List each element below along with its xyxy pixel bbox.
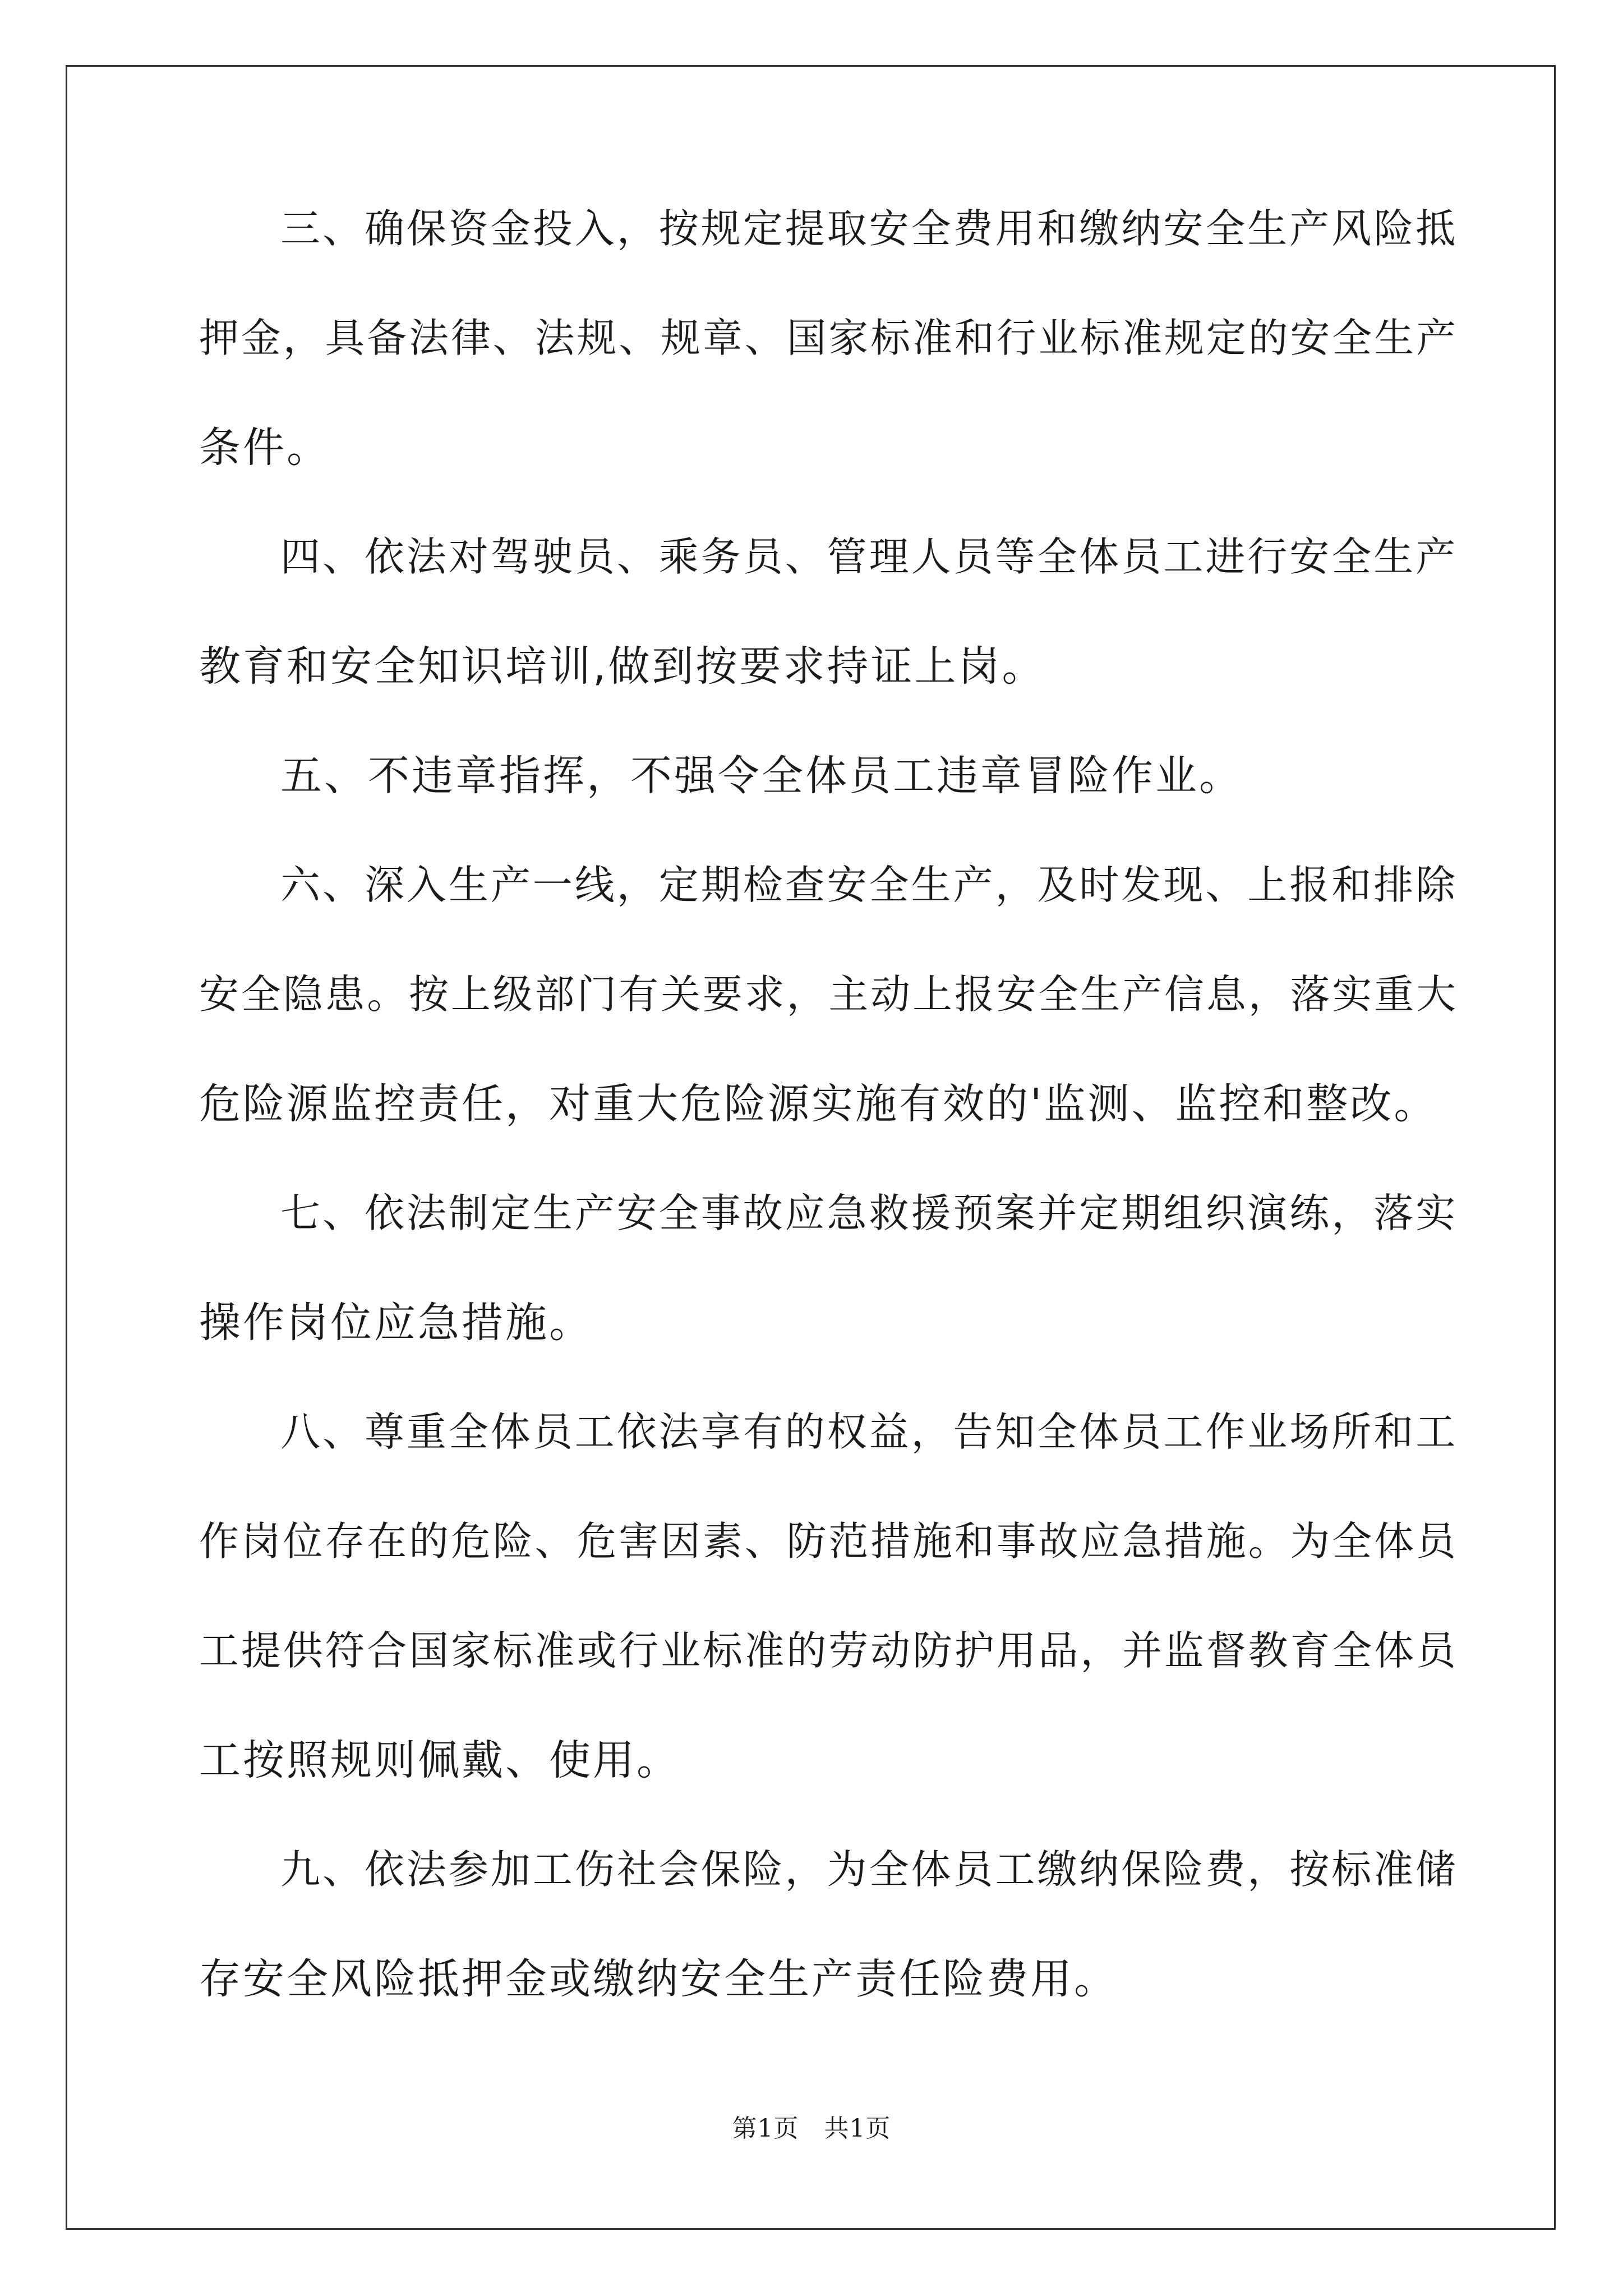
page-border xyxy=(66,65,1556,2230)
page-number-footer: 第1页 共1页 xyxy=(732,2114,891,2143)
paragraph-5-line-1: 五、不违章指挥，不强令全体员工违章冒险作业。 xyxy=(280,752,1243,800)
paragraph-8-line-3: 工提供符合国家标准或行业标准的劳动防护用品，并监督教育全体员 xyxy=(199,1627,1458,1674)
paragraph-9-line-2: 存安全风险抵押金或缴纳安全生产责任险费用。 xyxy=(199,1955,1118,2003)
paragraph-6-line-1: 六、深入生产一线，定期检查安全生产，及时发现、上报和排除 xyxy=(280,862,1458,908)
paragraph-3-line-3: 条件。 xyxy=(199,424,330,472)
paragraph-6-line-2: 安全隐患。按上级部门有关要求，主动上报安全生产信息，落实重大 xyxy=(199,971,1458,1018)
paragraph-3-line-1: 三、确保资金投入，按规定提取安全费用和缴纳安全生产风险抵 xyxy=(280,205,1458,252)
paragraph-6-line-3: 危险源监控责任，对重大危险源实施有效的'监测、监控和整改。 xyxy=(199,1080,1438,1128)
paragraph-7-line-2: 操作岗位应急措施。 xyxy=(199,1299,593,1347)
paragraph-9-line-1: 九、依法参加工伤社会保险，为全体员工缴纳保险费，按标准储 xyxy=(280,1846,1458,1893)
paragraph-3-line-2: 押金，具备法律、法规、规章、国家标准和行业标准规定的安全生产 xyxy=(199,315,1458,361)
paragraph-4-line-2: 教育和安全知识培训,做到按要求持证上岗。 xyxy=(199,642,1046,691)
paragraph-8-line-4: 工按照规则佩戴、使用。 xyxy=(199,1736,680,1784)
paragraph-7-line-1: 七、依法制定生产安全事故应急救援预案并定期组织演练，落实 xyxy=(280,1190,1458,1236)
paragraph-4-line-1: 四、依法对驾驶员、乘务员、管理人员等全体员工进行安全生产 xyxy=(280,533,1458,580)
paragraph-8-line-2: 作岗位存在的危险、危害因素、防范措施和事故应急措施。为全体员 xyxy=(199,1518,1458,1565)
paragraph-8-line-1: 八、尊重全体员工依法享有的权益，告知全体员工作业场所和工 xyxy=(280,1409,1458,1455)
